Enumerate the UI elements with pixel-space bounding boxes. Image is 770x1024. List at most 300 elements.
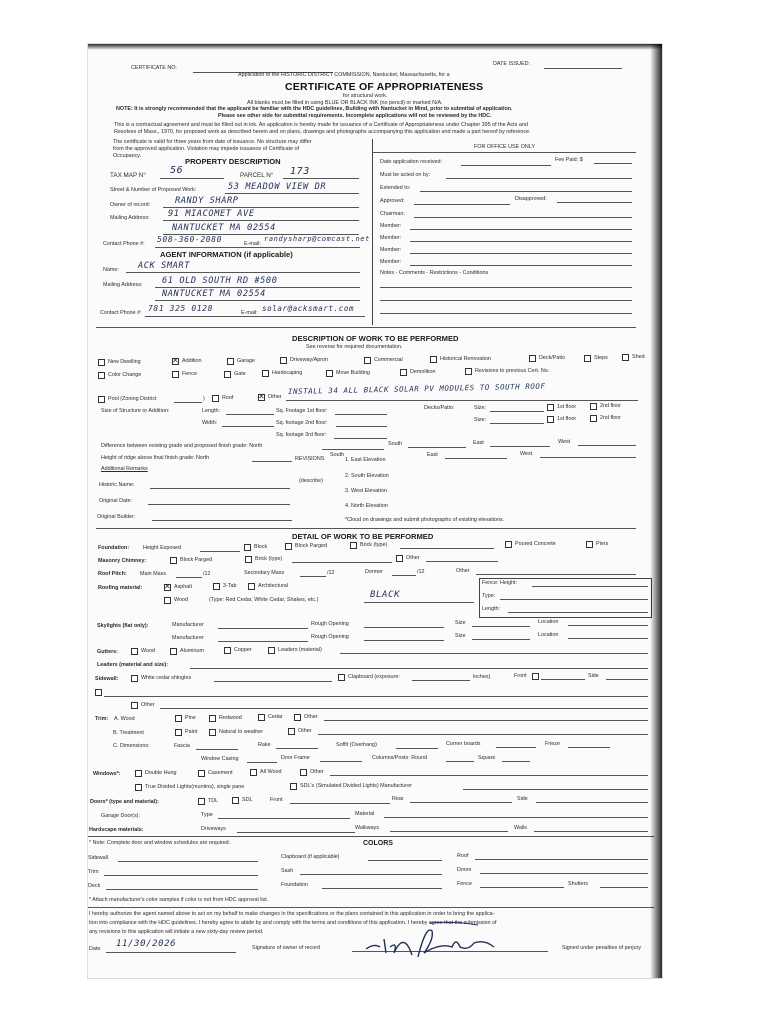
commercial-checkbox[interactable] — [364, 357, 371, 364]
office-member-line-4 — [410, 265, 632, 266]
ridge-east: East — [427, 452, 438, 458]
agent-mailing-label: Mailing Address: — [103, 282, 143, 288]
office-disapproved-line — [557, 202, 632, 203]
corner-label: Corner boards — [446, 741, 481, 747]
office-fee-line — [594, 163, 632, 164]
sqft-1-line — [335, 414, 387, 415]
sdl-door-checkbox[interactable] — [232, 797, 239, 804]
windows-other-label: Other — [310, 769, 324, 775]
agent-mailing-line-1 — [155, 287, 360, 288]
office-notes-line-1 — [380, 287, 632, 288]
agent-email-value[interactable]: solar@acksmart.com — [262, 304, 355, 313]
sidewall-extra-line — [104, 696, 648, 697]
fence-type-label: Type: — [482, 593, 496, 599]
secondary-mass-line — [300, 576, 326, 577]
difference-west: West — [558, 439, 571, 445]
hardscaping-label: Hardscaping — [272, 370, 303, 376]
agent-email-label: E-mail: — [241, 310, 258, 316]
move-building-checkbox[interactable] — [326, 370, 333, 377]
skylight-manufacturer-line-1 — [218, 628, 308, 629]
trim-treatment-label: B. Treatment — [113, 730, 144, 736]
authorization-line-2: tion into compliance with the HDC guidelines. I hereby agree to abide by and comply with the terms and conditions of this application. I hereby agree that the submission of — [89, 920, 497, 926]
height-exposed-line — [200, 551, 240, 552]
office-acted-line — [446, 178, 632, 179]
fence-checkbox[interactable] — [172, 371, 179, 378]
fence-type-line — [500, 599, 648, 600]
addition-label: Addition — [182, 358, 202, 364]
ridge-north-line — [252, 461, 292, 462]
skylight-manufacturer-line-2 — [218, 641, 308, 642]
leaders-size-label: Leaders (material and size): — [97, 662, 169, 668]
office-notes-line-2 — [380, 300, 632, 301]
contact-value[interactable]: 508-360-2080 — [157, 235, 222, 244]
historical-renovation-checkbox[interactable] — [430, 356, 437, 363]
agent-mailing-value-2[interactable]: NANTUCKET MA 02554 — [162, 289, 266, 299]
door-frame-label: Door Frame — [281, 755, 310, 761]
sdl-checkbox[interactable] — [290, 783, 297, 790]
dormer-label: Dormer — [365, 569, 383, 575]
skylight-location-2: Location — [538, 632, 559, 638]
masonry-block-parged-label: Block Parged — [180, 557, 213, 563]
attach-note: * Attach manufacturer's color samples if color is not from HDC approval list. — [89, 897, 269, 903]
gutter-copper-label: Copper — [234, 647, 252, 653]
driveways-line — [237, 832, 355, 833]
leaders-material-checkbox[interactable] — [268, 647, 275, 654]
garage-doors-label: Garage Door(s): — [101, 813, 140, 819]
colors-sash-line — [300, 874, 442, 875]
detail-heading: DETAIL OF WORK TO BE PERFORMED — [292, 532, 434, 541]
agent-name-label: Name: — [103, 267, 119, 273]
windows-label: Windows*: — [93, 771, 121, 777]
foundation-label: Foundation: — [98, 545, 130, 551]
pine-label: Pine — [185, 715, 196, 721]
office-chairman: Chairman: — [380, 211, 405, 217]
windows-other-checkbox[interactable] — [300, 769, 307, 776]
office-extended-line — [420, 191, 632, 192]
colors-foundation-line — [322, 888, 442, 889]
contact-line — [155, 247, 360, 248]
sqft-2-label: Sq. footage 2nd floor: — [276, 420, 328, 426]
soffit-label: Soffit (Overhang) — [336, 742, 377, 748]
office-approved: Approved: — [380, 198, 405, 204]
colors-fence-line — [480, 887, 564, 888]
cloud-note: *Cloud on drawings and submit photographs of existing elevations. — [345, 517, 505, 523]
gutter-copper-checkbox[interactable] — [224, 647, 231, 654]
office-heading: FOR OFFICE USE ONLY — [474, 144, 535, 150]
main-mass-line — [176, 577, 202, 578]
date-label: Date — [89, 946, 101, 952]
tdl-checkbox[interactable] — [198, 798, 205, 805]
roof-checkbox[interactable] — [212, 395, 219, 402]
trim-other-checkbox[interactable] — [294, 714, 301, 721]
steps-label: Steps — [594, 355, 608, 361]
brick-type-checkbox[interactable] — [350, 542, 357, 549]
treatment-other-checkbox[interactable] — [288, 728, 295, 735]
gutter-aluminum-label: Aluminum — [180, 648, 204, 654]
casement-checkbox[interactable] — [198, 770, 205, 777]
colors-clapboard-line — [368, 860, 442, 861]
sqft-1-label: Sq. Footage 1st floor: — [276, 408, 328, 414]
deck-patio-label: Deck/Patio — [539, 355, 566, 361]
clapboard-checkbox[interactable] — [338, 674, 345, 681]
columns-label: Columns/Posts: Round — [372, 755, 428, 761]
owner-signature[interactable] — [360, 917, 510, 961]
sqft-3-label: Sq. footage 3rd floor: — [276, 432, 327, 438]
driveway-checkbox[interactable] — [280, 357, 287, 364]
revision-3: 3. West Elevation — [345, 488, 387, 494]
office-chairman-line — [414, 217, 632, 218]
double-hung-checkbox[interactable] — [135, 770, 142, 777]
agent-mailing-value-1[interactable]: 61 OLD SOUTH RD #500 — [162, 276, 278, 286]
colors-sidewall-label: Sidewall — [88, 855, 109, 861]
fence-length-line — [508, 612, 648, 613]
asphalt-checkbox[interactable] — [164, 584, 171, 591]
difference-north-line — [322, 449, 384, 450]
roof-pitch-label: Roof Pitch: — [98, 571, 127, 577]
note-line-1: NOTE: It is strongly recommended that the applicant be familiar with the HDC guidelines, Building with Nantucket in Mind, prior to submittal of application. — [116, 106, 513, 112]
square-label: Square — [478, 755, 496, 761]
perjury-label: Signed under penalties of perjury — [562, 945, 642, 951]
fence-height-label: Fence: Height: — [482, 580, 518, 586]
agent-phone-line — [145, 316, 365, 317]
ridge-west-line — [540, 457, 636, 458]
frieze-line — [568, 747, 610, 748]
revisions-checkbox[interactable] — [465, 368, 472, 375]
ridge-west: West — [520, 451, 533, 457]
certificate-no-label: CERTIFICATE NO: — [131, 65, 177, 71]
note-line-2: Please see other side for submittal requirements. Incomplete applications will not be reviewed by the HDC. — [218, 113, 492, 119]
skylight-rough-1: Rough Opening — [311, 621, 349, 627]
main-mass-label: Main Mass — [140, 571, 167, 577]
historical-renovation-label: Historical Renovation — [440, 356, 491, 362]
agent-name-value[interactable]: ACK SMART — [138, 261, 190, 271]
wood-type-value[interactable]: BLACK — [370, 590, 401, 600]
all-wood-checkbox[interactable] — [250, 769, 257, 776]
walkways-line — [390, 831, 508, 832]
original-builder-label: Original Builder: — [97, 514, 136, 520]
email-label: E-mail: — [244, 241, 261, 247]
colors-shutters-label: Shutters — [568, 881, 589, 887]
office-top-line — [372, 152, 636, 153]
garage-type-line — [218, 818, 350, 819]
original-date-label: Original Date: — [99, 498, 132, 504]
front-label: Front — [514, 673, 527, 679]
office-fee-paid: Fee Paid: $ — [555, 157, 583, 163]
pool-label: Pool (Zoning District — [108, 396, 157, 402]
leaders-material-line — [340, 653, 648, 654]
clapboard-exposure-line — [412, 680, 470, 681]
mailing-value-2[interactable]: NANTUCKET MA 02554 — [172, 223, 276, 233]
form-paper — [88, 44, 662, 978]
office-member-1: Member: — [380, 223, 402, 229]
poured-concrete-checkbox[interactable] — [505, 541, 512, 548]
door-rear-line — [410, 802, 512, 803]
masonry-brick-checkbox[interactable] — [245, 556, 252, 563]
deck-2nd-floor-checkbox[interactable] — [590, 403, 597, 410]
rake-label: Rake — [258, 742, 271, 748]
valid-line-1: The certificate is valid for three years from date of issuance. No structure may differ — [113, 139, 312, 145]
schedules-note: * Note: Complete door and window schedules are required. — [89, 840, 231, 846]
pool-close-paren: ) — [203, 396, 205, 402]
section-divider-1 — [96, 327, 636, 328]
office-notes-line-3 — [380, 313, 632, 314]
white-cedar-checkbox[interactable] — [131, 675, 138, 682]
gutter-wood-label: Wood — [141, 648, 155, 654]
street-line — [225, 193, 359, 194]
front-checkbox[interactable] — [532, 673, 539, 680]
color-change-label: Color Change — [108, 372, 142, 378]
door-front-line — [290, 803, 390, 804]
colors-foundation-label: Foundation — [281, 882, 308, 888]
sidewall-extra-checkbox[interactable] — [95, 689, 102, 696]
addition-checkbox[interactable] — [172, 358, 179, 365]
block-parged-label: Block Parged — [295, 543, 328, 549]
valid-line-3: Occupancy. — [113, 153, 142, 159]
window-casing-line — [247, 762, 277, 763]
soffit-line — [396, 748, 438, 749]
cedar-checkbox[interactable] — [258, 714, 265, 721]
colors-clapboard-label: Clapboard (if applicable) — [281, 854, 340, 860]
pine-checkbox[interactable] — [175, 715, 182, 722]
trim-other-line — [324, 720, 648, 721]
demolition-checkbox[interactable] — [400, 369, 407, 376]
mailing-label: Mailing Address: — [110, 215, 150, 221]
office-disapproved: Disapproved: — [515, 196, 547, 202]
masonry-other-label: Other — [406, 555, 420, 561]
skylight-location-1: Location — [538, 619, 559, 625]
tax-map-value[interactable]: 56 — [170, 165, 184, 176]
form-title: CERTIFICATE OF APPROPRIATENESS — [285, 81, 484, 93]
street-label: Street & Number of Proposed Work: — [110, 187, 197, 193]
skylight-rough-2: Rough Opening — [311, 634, 349, 640]
valid-line-2: from the approved application. Violation may impede issuance of Certificate of — [113, 146, 299, 152]
door-side-line — [536, 802, 648, 803]
masonry-brick-line — [292, 562, 392, 563]
office-member-line-2 — [410, 241, 632, 242]
tax-map-line — [160, 178, 224, 179]
office-member-4: Member: — [380, 259, 402, 265]
ridge-label: Height of ridge above final finish grade: North — [101, 455, 210, 461]
sidewall-other-line — [160, 708, 648, 709]
gutter-wood-checkbox[interactable] — [131, 648, 138, 655]
agent-phone-value[interactable]: 781 325 0128 — [148, 304, 213, 313]
colors-sidewall-line — [118, 861, 258, 862]
true-divided-checkbox[interactable] — [135, 784, 142, 791]
deck-patio-checkbox[interactable] — [529, 355, 536, 362]
wood-checkbox[interactable] — [164, 597, 171, 604]
natural-checkbox[interactable] — [209, 729, 216, 736]
wood-type-label: (Type: Red Cedar, White Cedar, Shakes, etc.) — [209, 597, 319, 603]
length-label: Length: — [202, 408, 220, 414]
property-heading: PROPERTY DESCRIPTION — [185, 157, 281, 166]
roof-label: Roof — [222, 395, 234, 401]
colors-trim-line — [104, 875, 258, 876]
colors-doors-label: Doors — [457, 867, 472, 873]
treatment-other-line — [318, 734, 648, 735]
colors-roof-line — [475, 859, 648, 860]
wood-label: Wood — [174, 597, 188, 603]
leaders-size-line — [190, 668, 648, 669]
steps-checkbox[interactable] — [584, 355, 591, 362]
pool-checkbox[interactable] — [98, 396, 105, 403]
white-cedar-label: White cedar shingles — [141, 675, 192, 681]
revision-1: 1. East Elevation — [345, 457, 386, 463]
brick-type-line — [400, 548, 494, 549]
description-heading: DESCRIPTION OF WORK TO BE PERFORMED — [292, 334, 459, 343]
difference-west-line — [578, 445, 636, 446]
skylight-size-2: Size — [455, 633, 466, 639]
paint-checkbox[interactable] — [175, 729, 182, 736]
architectural-checkbox[interactable] — [248, 583, 255, 590]
deck-1st-floor-checkbox[interactable] — [547, 404, 554, 411]
decks-size2-label: Size: — [474, 417, 486, 423]
original-date-line — [148, 504, 290, 505]
signature-label: Signature of owner of record — [252, 945, 321, 951]
revisions-heading: REVISIONS — [295, 456, 325, 462]
garage-label: Garage — [237, 358, 255, 364]
street-value[interactable]: 53 MEADOW VIEW DR — [228, 182, 327, 192]
dormer-12: /12 — [417, 569, 425, 575]
sidewall-label: Sidewall: — [95, 676, 119, 682]
difference-label: Difference between existing grade and proposed finish grade: North — [101, 443, 263, 449]
section-divider-3 — [88, 836, 654, 837]
masonry-other-checkbox[interactable] — [396, 555, 403, 562]
agent-phone-label: Contact Phone #: — [100, 310, 142, 316]
asphalt-label: Asphalt — [174, 584, 192, 590]
frieze-label: Frieze — [545, 741, 560, 747]
colors-roof-label: Roof — [457, 853, 469, 859]
fascia-line — [196, 749, 238, 750]
colors-sash-label: Sash — [281, 868, 294, 874]
block-checkbox[interactable] — [244, 544, 251, 551]
three-tab-label: 3-Tab — [223, 583, 237, 589]
columns-round-line — [446, 761, 474, 762]
shed-checkbox[interactable] — [622, 354, 629, 361]
agent-name-line — [126, 272, 360, 273]
date-value[interactable]: 11/30/2026 — [116, 939, 177, 949]
door-rear-label: Rear — [392, 796, 404, 802]
height-exposed-label: Height Exposed — [143, 545, 182, 551]
decks-size2-line — [490, 423, 544, 424]
office-divider — [372, 139, 373, 325]
deck2-2nd-floor-checkbox[interactable] — [590, 415, 597, 422]
skylight-rough-line-1 — [364, 627, 444, 628]
garage-type-label: Type — [201, 812, 213, 818]
block-label: Block — [254, 544, 268, 550]
skylight-size-line-1 — [472, 626, 530, 627]
trim-other-label: Other — [304, 714, 318, 720]
description-subheading: See reverse for required documentation. — [306, 344, 403, 350]
sqft-3-line — [334, 438, 387, 439]
paint-label: Paint — [185, 729, 198, 735]
block-parged-checkbox[interactable] — [285, 543, 292, 550]
move-building-label: Move Building — [336, 370, 370, 376]
windows-other-line — [330, 775, 648, 776]
fence-label: Fence — [182, 371, 197, 377]
section-divider-2 — [96, 528, 636, 529]
deck2-1st-floor-checkbox[interactable] — [547, 416, 554, 423]
three-tab-checkbox[interactable] — [213, 583, 220, 590]
width-label: Width: — [202, 420, 218, 426]
rake-line — [276, 748, 318, 749]
paper-top-shadow — [88, 44, 662, 50]
piers-label: Piers — [596, 541, 609, 547]
doors-label: Doors* (type and material): — [90, 799, 159, 805]
new-dwelling-checkbox[interactable] — [98, 359, 105, 366]
other-value[interactable]: INSTALL 34 ALL BLACK SOLAR PV MODULES TO SOUTH ROOF — [287, 381, 546, 396]
length-line — [226, 414, 274, 415]
sqft-2-line — [336, 426, 387, 427]
for-structural-work: for structural work. — [343, 93, 388, 99]
office-approved-line — [414, 204, 510, 205]
garage-material-label: Material — [355, 811, 375, 817]
office-date-received: Date application received: — [380, 159, 443, 165]
colors-fence-label: Fence — [457, 881, 472, 887]
colors-deck-line — [106, 889, 258, 890]
office-notes: Notes - Comments - Restrictions - Conditions — [380, 270, 489, 276]
gate-checkbox[interactable] — [224, 371, 231, 378]
secondary-mass-label: Secondary Mass — [244, 570, 285, 576]
other-line — [286, 400, 638, 401]
fascia-label: Fascia — [174, 743, 190, 749]
skylight-location-line-1 — [568, 625, 648, 626]
decks-size-label: Size: — [474, 405, 486, 411]
original-builder-line — [152, 520, 292, 521]
gutters-label: Gutters: — [97, 649, 118, 655]
historic-name-label: Historic Name: — [99, 482, 135, 488]
office-acted-on: Must be acted on by: — [380, 172, 431, 178]
colors-doors-line — [480, 873, 648, 874]
skylight-size-1: Size — [455, 620, 466, 626]
square-line — [502, 761, 530, 762]
difference-south: South — [388, 441, 403, 447]
mailing-value-1[interactable]: 91 MIACOMET AVE — [168, 209, 255, 219]
roofing-label: Roofing material: — [98, 585, 143, 591]
new-dwelling-label: New Dwelling — [108, 359, 141, 365]
walkways-label: Walkways — [355, 825, 380, 831]
poured-concrete-label: Poured Concrete — [515, 541, 556, 547]
fence-length-label: Length: — [482, 606, 500, 612]
hardscaping-checkbox[interactable] — [262, 370, 269, 377]
piers-checkbox[interactable] — [586, 541, 593, 548]
wood-type-line — [364, 602, 474, 603]
parcel-value[interactable]: 173 — [290, 166, 310, 177]
other-checkbox[interactable] — [258, 394, 265, 401]
email-value[interactable]: randysharp@comcast.net — [264, 235, 370, 243]
garage-checkbox[interactable] — [227, 358, 234, 365]
deck-2nd-floor-label: 2nd floor — [600, 403, 621, 409]
sidewall-other-checkbox[interactable] — [131, 702, 138, 709]
paper-edge-shadow — [650, 44, 662, 978]
gate-label: Gate — [234, 371, 246, 377]
width-line — [222, 426, 274, 427]
color-change-checkbox[interactable] — [98, 372, 105, 379]
skylight-manufacturer-1: Manufacturer — [172, 622, 204, 628]
secondary-12: /12 — [327, 570, 335, 576]
gutter-aluminum-checkbox[interactable] — [170, 648, 177, 655]
main-mass-12: /12 — [203, 571, 211, 577]
difference-east-line — [490, 446, 550, 447]
historic-name-line — [150, 488, 290, 489]
roof-other-line — [476, 574, 636, 575]
parcel-label: PARCEL N° — [240, 172, 274, 179]
tdl-label: TDL — [208, 798, 219, 804]
corner-line — [496, 747, 536, 748]
owner-value[interactable]: RANDY SHARP — [175, 196, 239, 206]
masonry-block-parged-checkbox[interactable] — [170, 557, 177, 564]
redwood-checkbox[interactable] — [209, 715, 216, 722]
treatment-other-label: Other — [298, 728, 312, 734]
